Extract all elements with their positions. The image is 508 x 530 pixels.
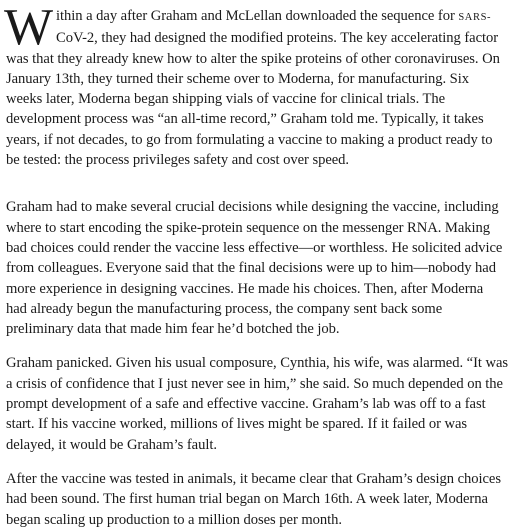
text-line: began scaling up production to a million doses per month. — [6, 511, 342, 528]
text-line: had been sound. The first human trial began on March 16th. A week later, Moderna — [6, 491, 488, 508]
paragraph-3 — [6, 353, 508, 454]
text-line: more experience in designing vaccines. He made his choices. Then, after Moderna — [6, 280, 484, 297]
text-line: CoV-2, they had designed the modified proteins. The key accelerating factor — [56, 30, 499, 47]
text-line: Graham panicked. Given his usual composure, Cynthia, his wife, was alarmed. “It was — [6, 355, 508, 372]
text-line: Graham had to make several crucial decisions while designing the vaccine, including — [6, 199, 499, 216]
text-line: where to start encoding the spike-protein sequence on the messenger RNA. Making — [6, 219, 490, 236]
text-line: was that they already knew how to alter the spike proteins of other coronaviruses. On — [6, 50, 500, 67]
paragraph-2 — [6, 197, 503, 339]
text-line: delayed, it would be Graham’s fault. — [6, 436, 217, 453]
text-line: had already begun the manufacturing process, the company sent back some — [6, 300, 443, 317]
text-line: bad choices could render the vaccine less effective—or worthless. He solicited advice — [6, 239, 503, 256]
text-line: preliminary data that made him fear he’d botched the job. — [6, 321, 340, 338]
text-line: years, if not decades, to go from formulating a vaccine to making a product ready to — [6, 131, 493, 148]
article-body — [4, 0, 508, 530]
text-line: development process was “an all-time record,” Graham told me. Typically, it takes — [6, 111, 484, 128]
paragraph-4 — [6, 469, 501, 530]
text-line: weeks later, Moderna began shipping vials of vaccine for clinical trials. The — [6, 91, 446, 108]
text-line: be tested: the process privileges safety and cost over speed. — [6, 152, 350, 169]
text-line: start. If his vaccine worked, millions of lives might be spared. If it failed or was — [6, 416, 468, 433]
text-line: ithin a day after Graham and McLellan downloaded the sequence for SARS- — [56, 8, 492, 24]
text-line: January 13th, they turned their scheme over to Moderna, for manufacturing. Six — [6, 70, 469, 87]
drop-cap: W — [4, 0, 54, 56]
paragraph-1 — [4, 0, 500, 170]
text-line: After the vaccine was tested in animals, it became clear that Graham’s design choices — [6, 470, 501, 487]
text-line: a crisis of confidence that I just never see in him,” she said. So much depended on the — [6, 375, 503, 392]
text-line: prompt development of a safe and effective vaccine. Graham’s lab was off to a fast — [6, 396, 486, 413]
text-line: from colleagues. Everyone said that the final decisions were up to him—nobody had — [6, 260, 496, 277]
small-caps-text: SARS- — [458, 12, 492, 23]
